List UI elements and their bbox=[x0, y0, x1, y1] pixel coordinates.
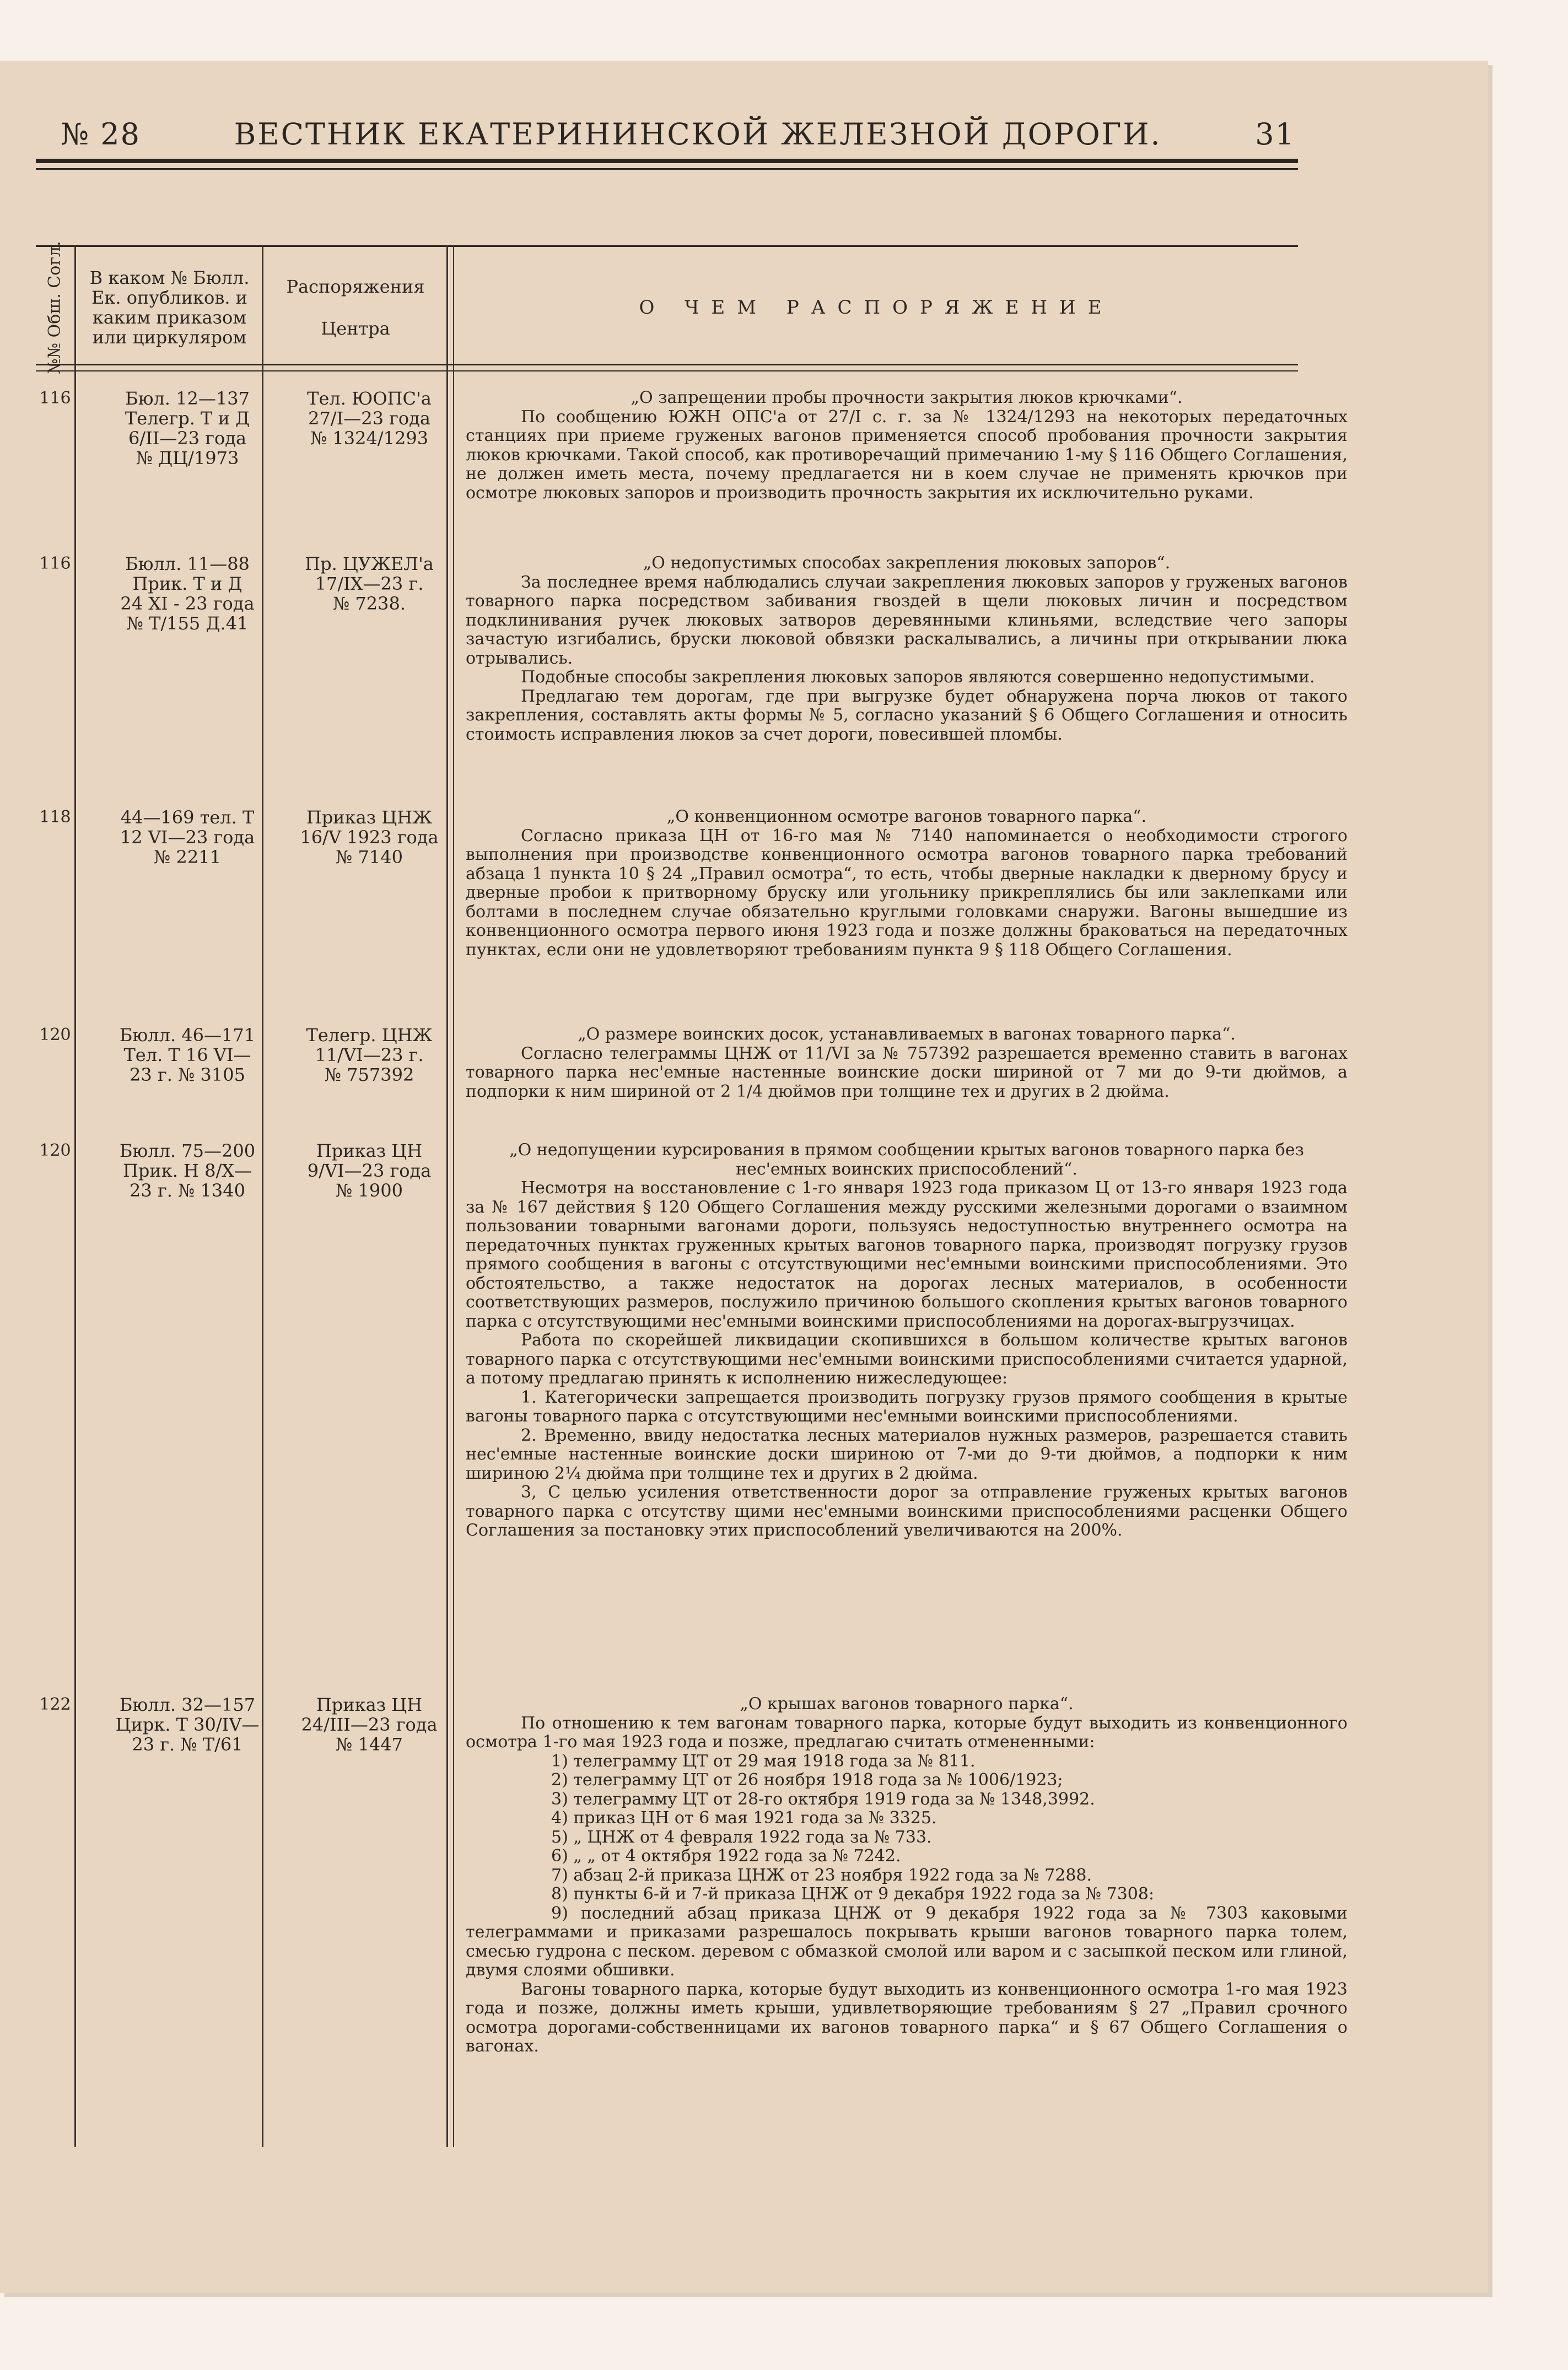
list-item: 7) абзац 2-й приказа ЦНЖ от 23 ноября 1922 года за № 7288. bbox=[551, 1865, 1092, 1885]
order-paragraph: Предлагаю тем дорогам, где при выгрузке будет обнаружена порча люков от такого закрепления, составлять акты формы № 5, согласно указаний § 6 Общего Соглашения и относить стоимость исправления люков за счет дороги, повесившей пломбы. bbox=[466, 686, 1348, 744]
order-paragraph: 1. Категорически запрещается производить погрузку грузов прямого сообщения в крытые вагоны товарного парка с отсутствующими нес'емными воинскими приспособлениями. bbox=[466, 1387, 1348, 1426]
page-number: 31 bbox=[1255, 117, 1295, 152]
issue-number: № 28 bbox=[61, 117, 141, 152]
center-order: Телегр. ЦНЖ 11/VI—23 г. № 757392 bbox=[306, 1025, 433, 1085]
order-title: „О крышах вагонов товарного парка“. bbox=[740, 1694, 1074, 1714]
list-item: 1) телеграмму ЦТ от 29 мая 1918 года за № 811. bbox=[551, 1751, 976, 1771]
list-item: 3) телеграмму ЦТ от 28-го октября 1919 года за № 1348,3992. bbox=[551, 1789, 1095, 1809]
order-paragraph: 3, С целью усиления ответственности дорог за отправление груженых крытых вагонов товарного парка с отсутству щими нес'емными воинскими приспособлениями расценки Общего Соглашения за постановку этих приспособлений увеличиваются на 200%. bbox=[466, 1483, 1348, 1540]
order-paragraph: По отношению к тем вагонам товарного парка, которые будут выходить из конвенционного осмотра 1-го мая 1923 года и позже, предлагаю считать отмененными: bbox=[466, 1713, 1348, 1752]
column-header-center: Распоряжения Центра bbox=[286, 276, 425, 339]
order-paragraph: За последнее время наблюдались случаи закрепления люковых запоров у груженых вагонов товарного парка посредством забивания гвоздей в щели люковых личин и посредством подклинивания ручек люковых затворов деревянными клиньями, вследствие чего запоры зачастую изгибались, бруски люковой обвязки раскалывались, а личины при открывании люка отрывались. bbox=[466, 572, 1348, 668]
agreement-number: 116 bbox=[39, 389, 71, 408]
column-header-num: №№ Обш. Согл. bbox=[45, 240, 65, 374]
order-title: „О недопущении курсирования в прямом сообщении крытых вагонов товарного парка без нес'емных воинских приспособлений“. bbox=[509, 1140, 1304, 1179]
center-order: Приказ ЦН 24/III—23 года № 1447 bbox=[301, 1694, 438, 1755]
list-item: 6) „ „ от 4 октября 1922 года за № 7242. bbox=[551, 1846, 901, 1866]
order-title: „О размере воинских досок, устанавливаемых в вагонах товарного парка“. bbox=[578, 1025, 1236, 1044]
order-text bbox=[466, 389, 1348, 503]
column-header-published: В каком № Бюлл. Ек. опубликов. и каким приказом или циркуляром bbox=[89, 267, 250, 348]
list-item: 4) приказ ЦН от 6 мая 1921 года за № 3325. bbox=[551, 1808, 937, 1828]
order-text bbox=[466, 1141, 1348, 1540]
order-text bbox=[466, 554, 1348, 744]
order-paragraph: Подобные способы закрепления люковых запоров являются совершенно недопустимыми. bbox=[521, 667, 1315, 687]
page-header bbox=[61, 113, 1295, 152]
list-item: 2) телеграмму ЦТ от 26 ноября 1918 года за № 1006/1923; bbox=[551, 1770, 1063, 1790]
order-paragraph: Вагоны товарного парка, которые будут выходить из конвенционного осмотра 1-го мая 1923 года и позже, должны иметь крыши, удивлетворяющие требованиям § 27 „Правил срочного осмотра дорогами-собственницами их вагонов товарного парка“ и § 67 Общего Соглашения о вагонах. bbox=[466, 1979, 1348, 2056]
center-order: Пр. ЦУЖЕЛ'а 17/IX—23 г. № 7238. bbox=[305, 553, 434, 614]
agreement-number: 120 bbox=[39, 1025, 71, 1044]
list-item: 8) пункты 6-й и 7-й приказа ЦНЖ от 9 декабря 1922 года за № 7308: bbox=[551, 1884, 1155, 1904]
column-header-about: О ЧЕМ РАСПОРЯЖЕНИЕ bbox=[639, 296, 1114, 319]
list-item: 9) последний абзац приказа ЦНЖ от 9 декабря 1922 года за № 7303 каковыми телеграммами и приказами разрешалось покрывать крыши вагонов товарного парка толем, смесью гудрона с песком. деревом с обмазкой смолой или варом и с засыпкой песком или глиной, двумя слоями обшивки. bbox=[466, 1903, 1348, 1980]
order-paragraph: Работа по скорейшей ликвидации скопившихся в большом количестве крытых вагонов товарного парка с отсутствующими нес'емными воинскими приспособлениями считается ударной, а потому предлагаю принять к исполнению нижеследующее: bbox=[466, 1331, 1348, 1388]
table-head-rule-2 bbox=[36, 370, 1298, 371]
agreement-number: 116 bbox=[39, 554, 71, 573]
order-title: „О конвенционном осмотре вагонов товарного парка“. bbox=[666, 807, 1147, 826]
order-paragraph: По сообщению ЮЖН ОПС'а от 27/I с. г. за № 1324/1293 на некоторых передаточных станциях при приеме груженых вагонов применяется способ пробования прочности закрытия люков крючками. Такой способ, как противоречащий примечанию 1-му § 116 Общего Соглашения, не должен иметь места, почему предлагается ни в коем случае не применять крючков при осмотре люковых запоров и производить прочность закрытия их исключительно руками. bbox=[466, 407, 1348, 503]
published-in: 44—169 тел. Т 12 VI—23 года № 2211 bbox=[120, 807, 255, 868]
center-order: Приказ ЦН 9/VI—23 года № 1900 bbox=[307, 1140, 432, 1201]
order-paragraph: Согласно приказа ЦН от 16-го мая № 7140 напоминается о необходимости строгого выполнения при производстве конвенционного осмотра вагонов товарного парка требований абзаца 1 пункта 10 § 24 „Правил осмотра“, то есть, чтобы дверные накладки к дверному брусу и дверные пробои к притворному бруску или угольнику прикреплялись бы или заклепками или болтами в последнем случае обязательно круглыми головками снаружи. Вагоны вышедшие из конвенционного осмотра первого июня 1923 года и позже должны браковаться на передаточных пунктах, если они не удовлетворяют требованиям пункта 9 § 118 Общего Соглашения. bbox=[466, 826, 1348, 960]
center-order: Тел. ЮОПС'а 27/I—23 года № 1324/1293 bbox=[307, 388, 432, 449]
order-text bbox=[466, 1695, 1348, 2056]
order-text bbox=[466, 807, 1348, 960]
order-paragraph: 2. Временно, ввиду недостатка лесных материалов нужных размеров, разрешается ставить нес'емные настенные воинские доски шириною от 7-ми до 9-ти дюймов, а подпорки к ним шириною 2¼ дюйма при толщине тех и других в 2 дюйма. bbox=[466, 1425, 1348, 1483]
column-divider bbox=[74, 245, 76, 2147]
published-in: Бюлл. 75—200 Прик. Н 8/X— 23 г. № 1340 bbox=[119, 1140, 256, 1201]
order-title: „О запрещении пробы прочности закрытия люков крючками“. bbox=[631, 388, 1183, 407]
center-order: Приказ ЦНЖ 16/V 1923 года № 7140 bbox=[300, 807, 439, 868]
order-title: „О недопустимых способах закрепления люковых запоров“. bbox=[643, 553, 1171, 573]
journal-title: ВЕСТНИК ЕКАТЕРИНИНСКОЙ ЖЕЛЕЗНОЙ ДОРОГИ. bbox=[234, 117, 1162, 152]
table-head-rule bbox=[36, 364, 1298, 365]
agreement-number: 118 bbox=[39, 807, 71, 827]
list-item: 5) „ ЦНЖ от 4 февраля 1922 года за № 733. bbox=[551, 1827, 932, 1847]
published-in: Бюлл. 46—171 Тел. Т 16 VI— 23 г. № 3105 bbox=[119, 1025, 256, 1085]
header-rule-thin bbox=[36, 168, 1298, 170]
order-paragraph: Несмотря на восстановление с 1-го января 1923 года приказом Ц от 13-го января 1923 года за № 167 действия § 120 Общего Соглашения между русскими железными дорогами о взаимном пользовании товарными вагонами дороги, пользуясь недоступностью внутреннего осмотра на передаточных пунктах груженных крытых вагонов товарного парка, производят погрузку грузов прямого сообщения в вагоны с отсутствующими нес'емными воинскими приспособлениями. Это обстоятельство, а также недостаток на дорогах лесных материалов, в особенности соответствующих размеров, послужило причиною большого скопления крытых вагонов товарного парка с отсутствующими нес'емными воинскими приспособлениями на дорогах-выгрузчицах. bbox=[466, 1178, 1348, 1331]
agreement-number: 122 bbox=[39, 1695, 71, 1714]
order-text bbox=[466, 1025, 1348, 1101]
published-in: Бюлл. 11—88 Прик. Т и Д 24 XI - 23 года № Т/155 Д.41 bbox=[120, 553, 255, 634]
header-rule-thick bbox=[36, 159, 1298, 163]
order-paragraph: Согласно телеграммы ЦНЖ от 11/VI за № 757392 разрешается временно ставить в вагонах товарного парка нес'емные настенные воинские доски шириной от 7 ми до 9-ти дюймов, а подпорки к ним шириной от 2 1/4 дюймов при толщине тех и других в 2 дюйма. bbox=[466, 1043, 1348, 1101]
agreement-number: 120 bbox=[39, 1141, 71, 1160]
published-in: Бюл. 12—137 Телегр. Т и Д 6/II—23 года № ДЦ/1973 bbox=[125, 388, 250, 468]
published-in: Бюлл. 32—157 Цирк. Т 30/IV— 23 г. № Т/61 bbox=[115, 1694, 260, 1755]
table-top-rule bbox=[36, 245, 1298, 247]
cancelled-orders-list bbox=[466, 1752, 1348, 1980]
